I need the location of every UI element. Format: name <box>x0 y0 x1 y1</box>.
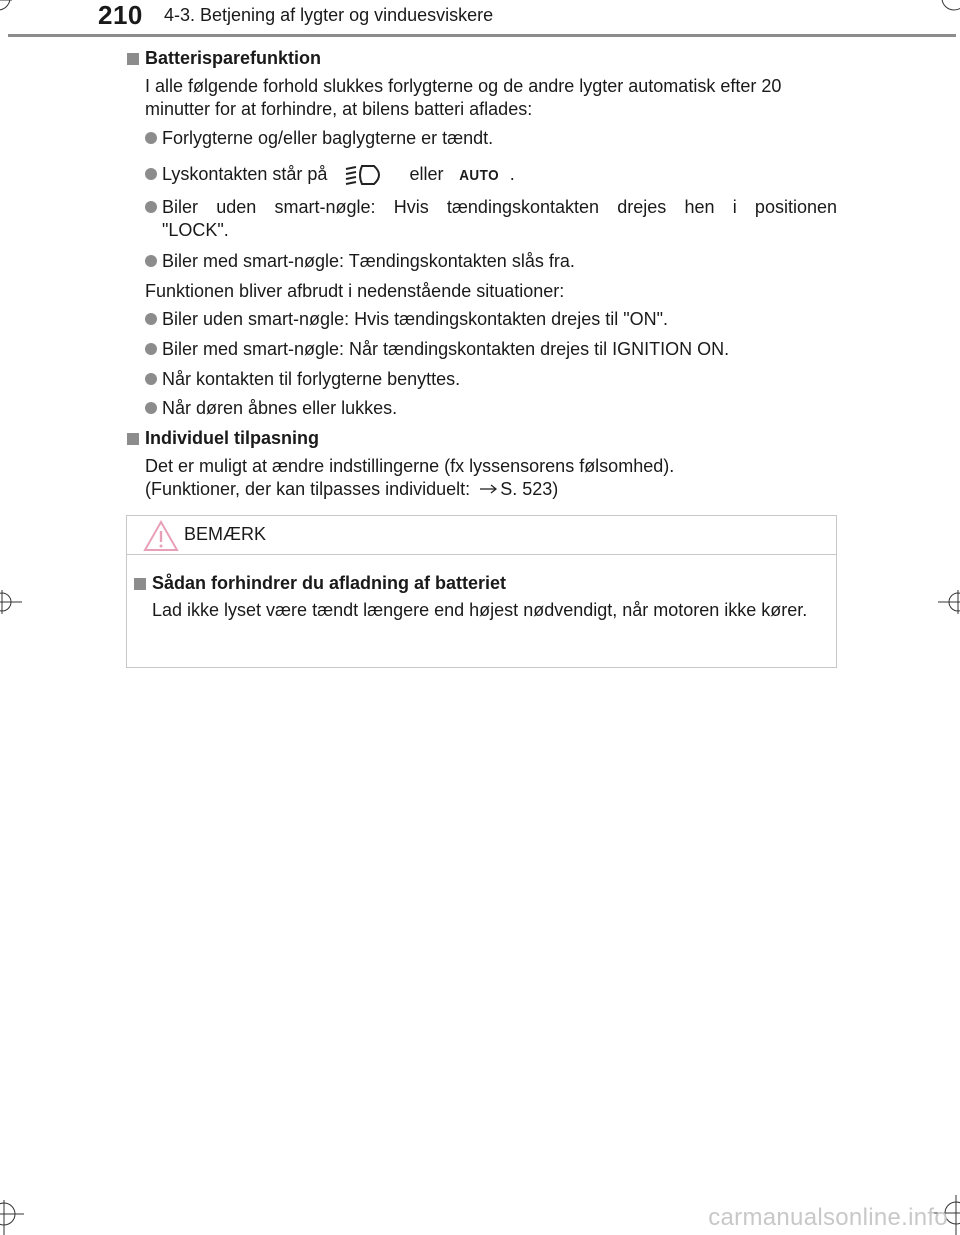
list-item: Når kontakten til forlygterne benyttes. <box>145 368 837 391</box>
list-item: Biler med smart-nøgle: Tændingskontakten slås fra. <box>145 250 837 273</box>
battery-saver-heading <box>127 47 321 70</box>
arrow-right-icon <box>479 483 499 495</box>
bullet-icon <box>145 343 157 355</box>
battery-saver-heading-text: Batterisparefunktion <box>145 48 322 68</box>
warning-triangle-icon <box>143 520 179 552</box>
list-item: Forlygterne og/eller baglygterne er tændt. <box>145 127 837 150</box>
crop-mark-bottom-left-icon <box>0 1200 24 1235</box>
bullet-icon <box>145 373 157 385</box>
crop-mark-mid-left-icon <box>0 590 24 614</box>
square-marker-icon <box>134 578 146 590</box>
battery-saver-intro: I alle følgende forhold slukkes forlygterne og de andre lygter automatisk efter 20 minutter for at forhindre, at bilens batteri aflades: <box>145 76 782 119</box>
square-marker-icon <box>127 433 139 445</box>
bullet-icon <box>145 201 157 213</box>
page-number: 210 <box>98 0 143 30</box>
crop-mark-top-right-icon <box>940 0 960 20</box>
bullet-icon <box>145 255 157 267</box>
watermark: carmanualsonline.info <box>708 1204 948 1231</box>
bullet-icon <box>145 313 157 325</box>
page-header <box>0 0 960 40</box>
list-item: Biler uden smart-nøgle: Hvis tændingskontakten drejes til "ON". <box>145 308 837 331</box>
bullet-icon <box>145 168 157 180</box>
list-item: Når døren åbnes eller lukkes. <box>145 397 837 420</box>
section-title: 4-3. Betjening af lygter og vinduesviskere <box>164 5 494 25</box>
headlight-icon <box>342 163 398 187</box>
auto-label: AUTO <box>458 166 499 184</box>
customization-heading <box>127 427 319 450</box>
header-rule <box>8 34 956 37</box>
bullet-icon <box>145 402 157 414</box>
list-item: Biler med smart-nøgle: Når tændingskontakten drejes til IGNITION ON. <box>145 338 837 361</box>
notice-text: Lad ikke lyset være tændt længere end højest nødvendigt, når motoren ikke kører. <box>152 600 808 620</box>
interrupt-paragraph: Funktionen bliver afbrudt i nedenstående situationer: <box>145 281 565 301</box>
notice-box <box>126 515 837 668</box>
page-reference-link[interactable]: S. 523) <box>500 479 559 499</box>
crop-mark-mid-right-icon <box>936 590 960 614</box>
notice-heading: Sådan forhindrer du afladning af batteriet <box>134 572 506 595</box>
customization-heading-text: Individuel tilpasning <box>145 428 320 448</box>
customization-text: Det er muligt at ændre indstillingerne (fx lyssensorens følsomhed). (Funktioner, der kan tilpasses individuelt: S. 523) <box>145 456 675 499</box>
list-item: Biler uden smart-nøgle: Hvis tændingskontakten drejes hen i positionen "LOCK". <box>145 196 837 242</box>
list-item: Lyskontakten står på eller AUTO . <box>145 163 837 187</box>
bullet-icon <box>145 132 157 144</box>
crop-mark-top-left-icon <box>0 0 20 20</box>
notice-header <box>127 516 836 555</box>
square-marker-icon <box>127 53 139 65</box>
notice-title: BEMÆRK <box>184 524 267 544</box>
